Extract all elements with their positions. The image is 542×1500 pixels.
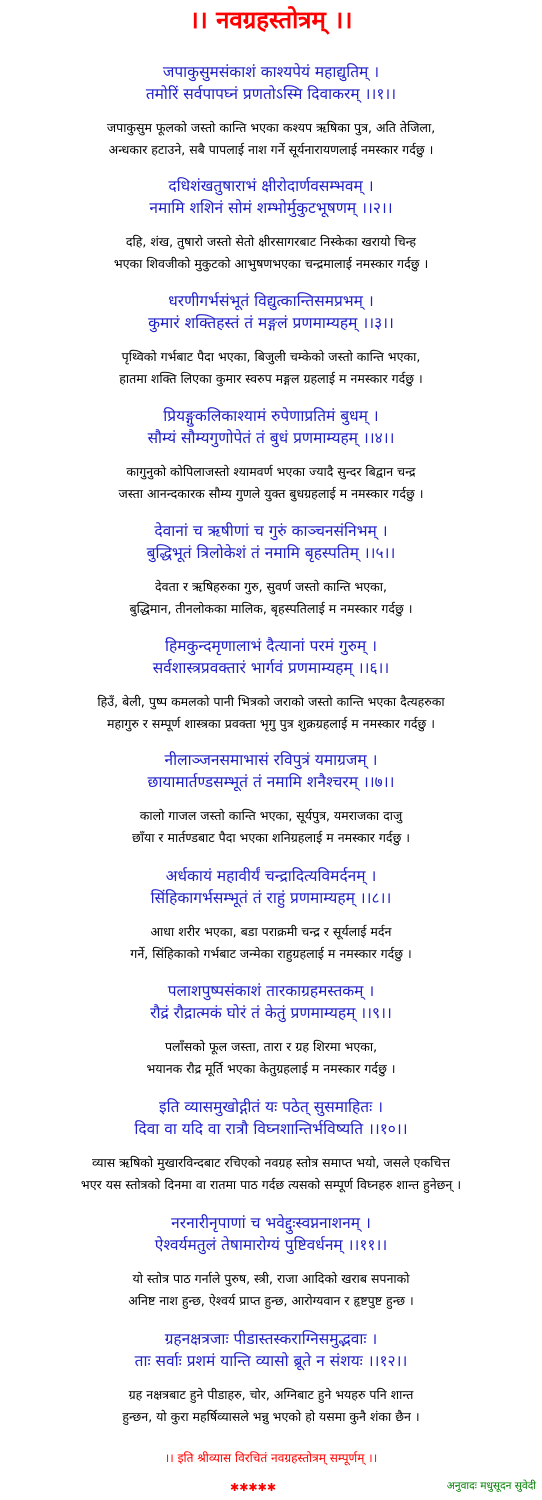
meaning-8 [0,921,542,965]
verse-line-2: नमामि शशिनं सोमं शम्भोर्मुकुटभूषणम् ।।२।। [149,199,393,217]
meaning-line-2: भएर यस स्तोत्रको दिनमा वा रातमा पाठ गर्दछ त्यसको सम्पूर्ण विघ्नहरु शान्त हुनेछन् । [80,1177,462,1192]
meaning-11 [0,1268,542,1312]
star-divider: ✱✱✱✱✱ [230,1481,277,1494]
verse-line-1: नरनारीनृपाणां च भवेद्दुःस्वप्ननाशनम् । [171,1214,371,1232]
meaning-10 [0,1152,542,1196]
meaning-line-2: भयानक रौद्र मूर्ति भएका केतुग्रहलाई म नमस्कार गर्दछु । [146,1061,396,1076]
verse-1 [0,61,542,105]
verse-line-2: बुद्धिभूतं त्रिलोकेशं तं नमामि बृहस्पतिम् ।।५।। [146,544,396,562]
meaning-line-1: पृथ्विको गर्भबाट पैदा भएका, बिजुली चम्केको जस्तो कान्ति भएका, [121,349,421,364]
verse-4 [0,405,542,449]
meaning-4 [0,461,542,505]
verse-10 [0,1096,542,1140]
verse-11 [0,1212,542,1256]
verse-line-2: सिंहिकागर्भसम्भूतं तं राहुं प्रणमाम्यहम् ।।८।। [150,889,392,907]
meaning-1 [0,117,542,161]
verse-line-2: ऐश्वर्यमतुलं तेषामारोग्यं पुष्टिवर्धनम् ।।११।। [154,1236,388,1254]
verse-9 [0,980,542,1024]
verse-line-1: अर्धकायं महावीर्यं चन्द्रादित्यविमर्दनम् । [165,867,377,885]
meaning-line-2: हातमा शक्ति लिएका कुमार स्वरुप मङ्गल ग्रहलाई म नमस्कार गर्दछु । [119,371,423,386]
meaning-line-1: पलाँसको फूल जस्ता, तारा र ग्रह शिरमा भएका, [164,1039,378,1054]
translator-credit: अनुवादः मधुसूदन सुवेदी [446,1480,536,1492]
verse-line-1: नीलाञ्जनसमाभासं रविपुत्रं यमाग्रजम् । [164,751,378,769]
meaning-line-1: देवता र ऋषिहरुका गुरु, सुवर्ण जस्तो कान्ति भएका, [155,579,387,594]
verse-line-1: दधिशंखतुषाराभं क्षीरोदार्णवसम्भवम् । [168,177,374,195]
meaning-line-2: भएका शिवजीको मुकुटको आभुषणभएका चन्द्रमालाई नमस्कार गर्दछु । [113,256,429,271]
meaning-12 [0,1384,542,1428]
meaning-7 [0,805,542,849]
verse-line-1: पलाशपुष्पसंकाशं तारकाग्रहमस्तकम् । [167,982,375,1000]
meaning-3 [0,346,542,390]
verse-8 [0,865,542,909]
verse-3 [0,290,542,334]
meaning-line-1: यो स्तोत्र पाठ गर्नाले पुरुष, स्त्री, राजा आदिको खराब सपनाको [132,1271,410,1286]
meaning-9 [0,1036,542,1080]
meaning-line-2: अनिष्ट नाश हुन्छ, ऐश्वर्य प्राप्त हुन्छ, आरोग्यवान र हृष्टपुष्ट हुन्छ । [128,1293,414,1308]
verse-line-2: कुमारं शक्तिहस्तं तं मङ्गलं प्रणमाम्यहम् ।।३।। [148,314,394,332]
meaning-line-1: कागुनुको कोपिलाजस्तो श्यामवर्ण भएका ज्यादै सुन्दर बिद्वान चन्द्र [126,464,416,479]
verse-6 [0,635,542,679]
page-title: ।। नवग्रहस्तोत्रम् ।। [189,6,353,34]
meaning-line-1: ग्रह नक्षत्रबाट हुने पीडाहरु, चोर, अग्निबाट हुने भयहरु पनि शान्त [128,1387,414,1402]
meaning-6 [0,691,542,735]
meaning-line-2: जस्ता आनन्दकारक सौम्य गुणले युक्त बुधग्रहलाई म नमस्कार गर्दछु । [118,486,424,501]
verse-line-1: ग्रहनक्षत्रजाः पीडास्तस्कराग्निसमुद्भवाः । [164,1330,378,1348]
meaning-line-1: दहि, शंख, तुषारो जस्तो सेतो क्षीरसागरबाट निस्केका खरायो चिन्ह [125,234,417,249]
meaning-line-1: हिउँ, बेली, पुष्प कमलको पानी भित्रको जराको जस्तो कान्ति भएका दैत्यहरुका [97,694,445,709]
verse-line-2: ताः सर्वाः प्रशमं यान्ति व्यासो ब्रूते न संशयः ।।१२।। [134,1352,408,1370]
meaning-line-2: हुन्छन, यो कुरा महर्षिव्यासले भन्नु भएको हो यसमा कुनै शंका छैन । [122,1409,420,1424]
verse-2 [0,175,542,219]
meaning-5 [0,576,542,620]
verse-line-2: सर्वशास्त्रप्रवक्तारं भार्गवं प्रणमाम्यहम् ।।६।। [152,659,390,677]
meaning-line-2: बुद्धिमान, तीनलोकका मालिक, बृहस्पतिलाई म नमस्कार गर्दछु । [129,601,413,616]
verse-line-2: तमोरिं सर्वपापघ्नं प्रणतोऽस्मि दिवाकरम् ।।१।। [145,85,397,103]
meaning-line-1: जपाकुसुम फूलको जस्तो कान्ति भएका कश्यप ऋषिका पुत्र, अति तेजिला, [106,120,436,135]
verse-line-2: सौम्यं सौम्यगुणोपेतं तं बुधं प्रणमाम्यहम् ।।४।। [147,429,395,447]
meaning-line-1: व्यास ऋषिको मुखारविन्दबाट रचिएको नवग्रह स्तोत्र समाप्त भयो, जसले एकचित्त [92,1155,450,1170]
meaning-line-1: कालो गाजल जस्तो कान्ति भएका, सूर्यपुत्र, यमराजका दाजु [139,808,403,823]
meaning-line-2: छाँया र मार्तण्डबाट पैदा भएका शनिग्रहलाई म नमस्कार गर्दछु । [131,830,411,845]
verse-line-1: हिमकुन्दमृणालाभं दैत्यानां परमं गुरुम् । [165,637,377,655]
verse-line-1: जपाकुसुमसंकाशं काश्यपेयं महाद्युतिम् । [162,63,380,81]
verse-line-2: दिवा वा यदि वा रात्रौ विघ्नशान्तिर्भविष्यति ।।१०।। [134,1120,408,1138]
verse-line-1: धरणीगर्भसंभूतं विद्युत्कान्तिसमप्रभम् । [168,292,374,310]
verse-line-2: छायामार्तण्डसम्भूतं तं नमामि शनैश्चरम् ।।७।। [147,773,395,791]
verse-7 [0,749,542,793]
verse-line-1: प्रियङ्गुकलिकाश्यामं रुपेणाप्रतिमं बुधम् । [163,407,379,425]
meaning-line-2: महागुरु र सम्पूर्ण शास्त्रका प्रवक्ता भृगु पुत्र शुक्रग्रहलाई म नमस्कार गर्दछु । [106,716,436,731]
verse-line-1: देवानां च ऋषीणां च गुरुं काञ्चनसंनिभम् । [154,522,388,540]
verse-line-2: रौद्रं रौद्रात्मकं घोरं तं केतुं प्रणमाम्यहम् ।।९।। [150,1004,392,1022]
verse-12 [0,1328,542,1372]
closing-line: ।। इति श्रीव्यास विरचितं नवग्रहस्तोत्रम् सम्पूर्णम् ।। [164,1451,378,1465]
verse-line-1: इति व्यासमुखोद्गीतं यः पठेत् सुसमाहितः । [158,1098,384,1116]
meaning-line-2: अन्धकार हटाउने, सबै पापलाई नाश गर्ने सूर्यनारायणलाई नमस्कार गर्दछु । [108,142,434,157]
verse-5 [0,520,542,564]
meaning-line-2: गर्ने, सिंहिकाको गर्भबाट जन्मेका राहुग्रहलाई म नमस्कार गर्दछु । [130,946,412,961]
meaning-line-1: आधा शरीर भएका, बडा पराक्रमी चन्द्र र सूर्यलाई मर्दन [150,924,392,939]
meaning-2 [0,231,542,275]
